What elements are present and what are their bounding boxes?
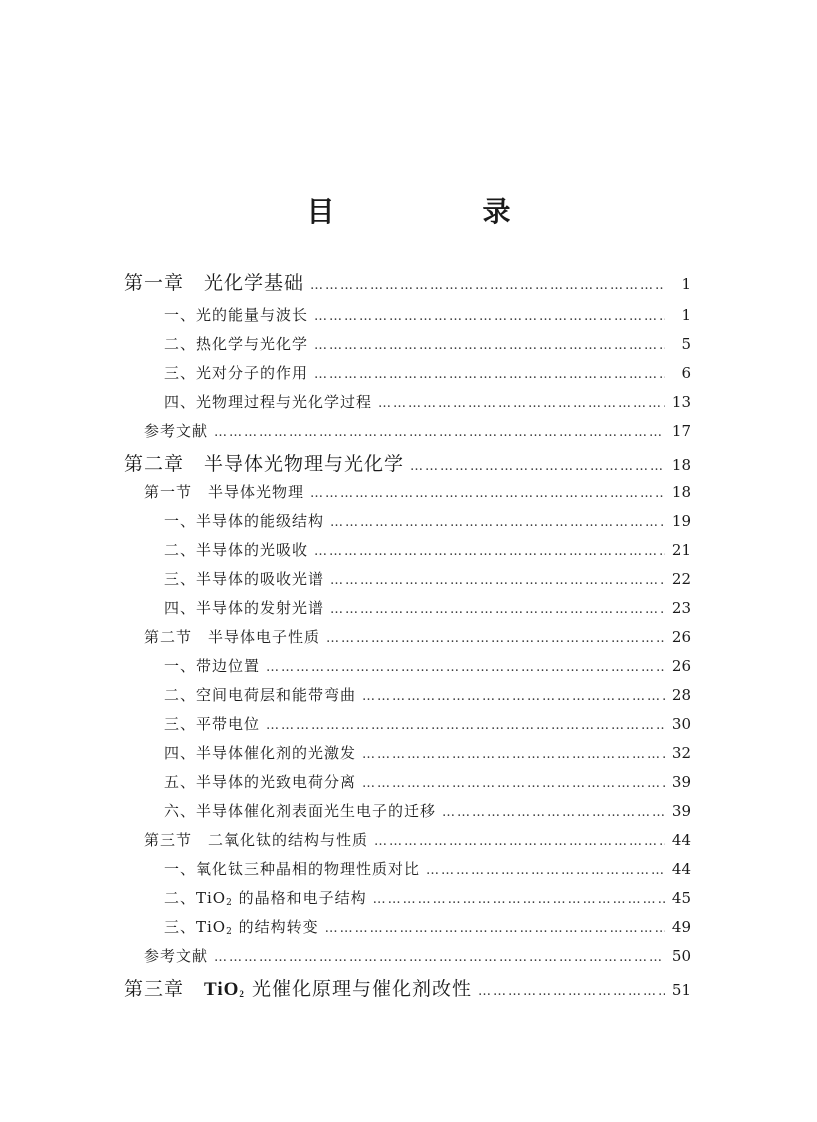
leader-dots [410,459,665,474]
toc-label: 参考文献 [144,422,209,440]
toc-item[interactable] [164,858,691,879]
toc-label-text: 二、TiO [164,889,227,907]
toc-item[interactable] [164,684,691,705]
leader-dots [362,776,665,791]
toc-item[interactable] [164,887,691,908]
leader-dots [378,396,665,411]
toc-label [164,887,367,908]
leader-dots [310,278,665,293]
toc-label: 第二章 半导体光物理与光化学 [124,453,405,475]
toc-page-number: 5 [681,335,691,353]
leader-dots [314,309,665,324]
leader-dots [362,689,665,704]
toc-label: 第三节 二氧化钛的结构与性质 [144,831,369,849]
toc-page-number: 32 [671,744,691,762]
leader-dots [426,863,665,878]
toc-chapter-3[interactable] [124,974,691,1001]
toc-page-number: 50 [671,947,691,965]
toc-label: 四、半导体的发射光谱 [164,599,325,617]
toc-label: 一、氧化钛三种晶相的物理性质对比 [164,860,421,878]
toc-item[interactable] [164,597,691,618]
toc-page-number: 1 [681,306,691,324]
toc-page-number: 21 [671,541,691,559]
leader-dots [373,892,665,907]
subscript: 2 [226,898,233,908]
toc-section[interactable] [144,829,691,850]
toc-label: 三、半导体的吸收光谱 [164,570,325,588]
toc-item[interactable] [164,539,691,560]
leader-dots [330,602,665,617]
toc-label-bold: TiO [204,979,240,1000]
toc-page-number: 49 [671,918,691,936]
toc-page-number: 17 [671,422,691,440]
toc-page-number: 39 [671,773,691,791]
toc-label-text: 的结构转变 [232,918,319,936]
leader-dots [266,660,665,675]
toc-label: 三、平带电位 [164,715,261,733]
leader-dots [325,921,665,936]
toc-page-number: 44 [671,860,691,878]
leader-dots [314,367,665,382]
toc-label: 第一节 半导体光物理 [144,483,305,501]
leader-dots [374,834,665,849]
page-title: 目 录 [306,195,571,228]
toc-page-number: 39 [671,802,691,820]
toc-chapter-2[interactable] [124,449,691,476]
toc-item[interactable] [164,333,691,354]
toc-item[interactable] [164,391,691,412]
subscript: 2 [239,989,245,999]
toc-page-number: 6 [681,364,691,382]
toc-section[interactable] [144,626,691,647]
toc-page-number: 26 [671,657,691,675]
toc-label [164,916,319,937]
toc-references[interactable] [144,420,691,441]
toc-item[interactable] [164,655,691,676]
toc-label [124,974,472,1001]
toc-page-number: 18 [671,456,691,474]
toc-page-number: 44 [671,831,691,849]
leader-dots [266,718,665,733]
toc-label: 六、半导体催化剂表面光生电子的迁移 [164,802,437,820]
toc-page-number: 19 [671,512,691,530]
leader-dots [214,950,665,965]
toc-page-number: 51 [671,981,691,999]
toc-item[interactable] [164,510,691,531]
toc-label: 一、半导体的能级结构 [164,512,325,530]
toc-page-number: 45 [671,889,691,907]
toc-page-number: 18 [671,483,691,501]
leader-dots [310,486,665,501]
subscript: 2 [226,927,233,937]
toc-item[interactable] [164,568,691,589]
leader-dots [330,573,665,588]
leader-dots [314,338,665,353]
toc-references[interactable] [144,945,691,966]
toc-label-text: 光催化原理与催化剂改性 [244,978,472,1000]
toc-page-number: 26 [671,628,691,646]
toc-page-number: 30 [671,715,691,733]
toc-chapter-1[interactable] [124,268,691,295]
toc-item[interactable] [164,771,691,792]
toc-label-text: 第三章 [124,978,205,1000]
toc-label: 四、半导体催化剂的光激发 [164,744,357,762]
leader-dots [214,425,665,440]
toc-label: 二、半导体的光吸收 [164,541,309,559]
toc-page-number: 28 [671,686,691,704]
toc-label: 三、光对分子的作用 [164,364,309,382]
leader-dots [330,515,665,530]
toc-label-text: 三、TiO [164,918,227,936]
toc-label: 二、空间电荷层和能带弯曲 [164,686,357,704]
toc-label: 一、光的能量与波长 [164,306,309,324]
leader-dots [478,984,665,999]
toc-section[interactable] [144,481,691,502]
toc-label-text: 的晶格和电子结构 [232,889,367,907]
leader-dots [442,805,665,820]
leader-dots [314,544,665,559]
toc-page-number: 22 [671,570,691,588]
toc-item[interactable] [164,713,691,734]
leader-dots [326,631,665,646]
toc-item[interactable] [164,362,691,383]
toc-item[interactable] [164,304,691,325]
toc-item[interactable] [164,800,691,821]
toc-item[interactable] [164,916,691,937]
toc-label: 四、光物理过程与光化学过程 [164,393,373,411]
toc-item[interactable] [164,742,691,763]
toc-label: 二、热化学与光化学 [164,335,309,353]
toc-page-number: 23 [671,599,691,617]
toc-label: 第二节 半导体电子性质 [144,628,321,646]
toc-label: 参考文献 [144,947,209,965]
toc-label: 第一章 光化学基础 [124,272,305,294]
leader-dots [362,747,665,762]
toc-page-number: 1 [681,275,691,293]
toc-label: 五、半导体的光致电荷分离 [164,773,357,791]
toc-label: 一、带边位置 [164,657,261,675]
toc-page-number: 13 [671,393,691,411]
